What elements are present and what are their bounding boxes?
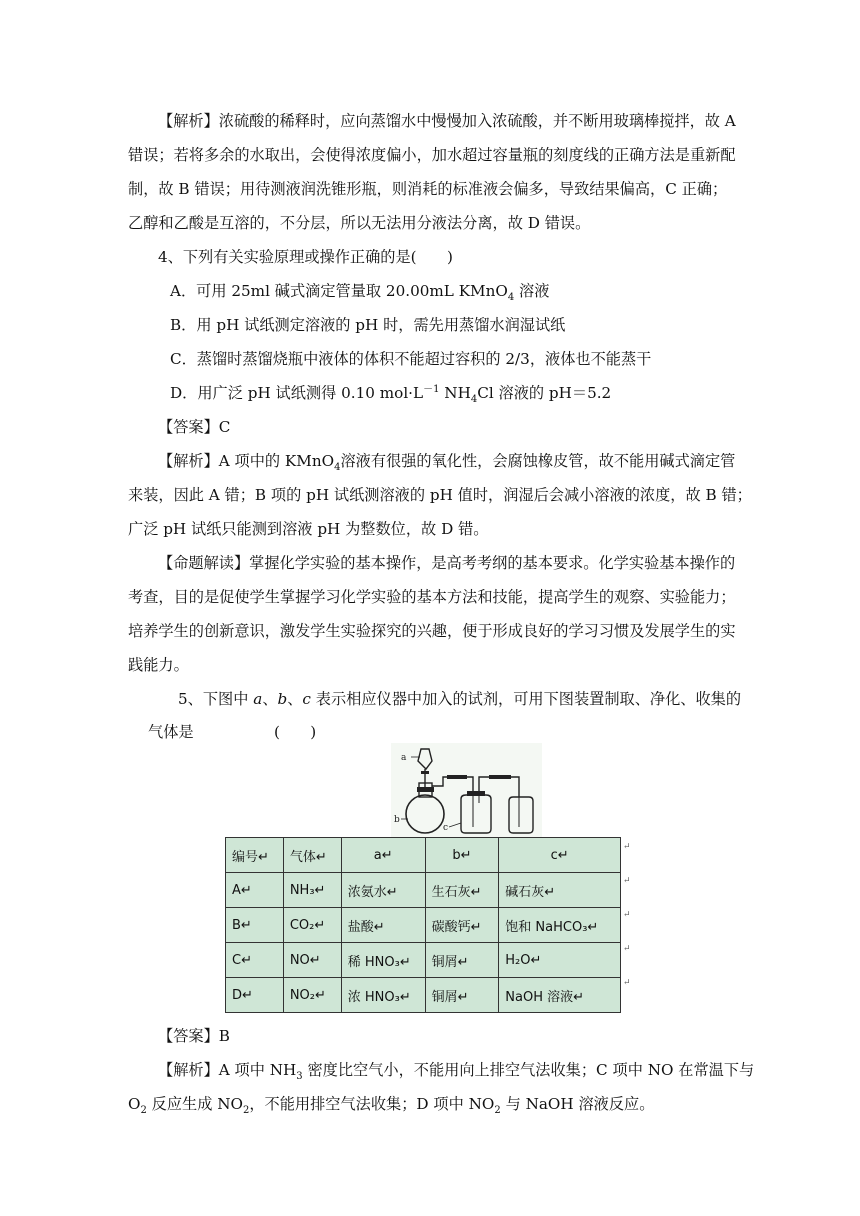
table-row-end-mark: ↵ <box>623 910 631 920</box>
table-cell: 饱和 NaHCO₃↵ <box>499 908 621 943</box>
question-4-option-c: C．蒸馏时蒸馏烧瓶中液体的体积不能超过容积的 2/3，液体也不能蒸干 <box>170 350 652 368</box>
table-cell: C↵ <box>226 943 284 978</box>
table-cell: 浓氨水↵ <box>341 873 425 908</box>
table-row <box>226 908 621 943</box>
table-cell: 铜屑↵ <box>425 978 499 1013</box>
rubber-joint-1 <box>447 775 467 779</box>
question-5-stem-line-2: 气体是 <box>148 723 194 741</box>
table-cell: H₂O↵ <box>499 943 621 978</box>
table-cell: NO₂↵ <box>283 978 341 1013</box>
table-cell: NO↵ <box>283 943 341 978</box>
table-cell: 碱石灰↵ <box>499 873 621 908</box>
table-row-end-mark: ↵ <box>623 944 631 954</box>
table-header-cell: 气体↵ <box>283 838 341 873</box>
question-5-stem: 5、下图中 a、b、c 表示相应仪器中加入的试剂，可用下图装置制取、净化、收集的 <box>178 690 742 708</box>
table-row <box>226 978 621 1013</box>
funnel-stopcock <box>421 771 429 774</box>
tube-1 <box>432 777 473 795</box>
table-cell: NH₃↵ <box>283 873 341 908</box>
question-4-analysis-line-3: 广泛 pH 试纸只能测到溶液 pH 为整数位，故 D 错。 <box>128 520 489 538</box>
question-5-analysis-line-2: $O_2$ 反应生成 $NO_2$，不能用排空气法收集；D 项中 $NO_2$ 与 NaOH 溶液反应。 <box>128 1095 655 1117</box>
question-4-option-b: B．用 pH 试纸测定溶液的 pH 时，需先用蒸馏水润湿试纸 <box>170 316 566 334</box>
wash-bottle-stopper <box>467 791 485 796</box>
question-5-paren: ( ) <box>274 723 317 741</box>
analysis-1-line-3: 制，故 B 错误；用待测液润洗锥形瓶，则消耗的标准液会偏多，导致结果偏高，C 正确； <box>128 180 728 198</box>
table-row-end-mark: ↵ <box>623 842 631 852</box>
rubber-joint-2 <box>489 775 511 779</box>
table-header-cell: a↵ <box>341 838 425 873</box>
table-cell: 浓 HNO₃↵ <box>341 978 425 1013</box>
analysis-1-line-4: 乙醇和乙酸是互溶的，不分层，所以无法用分液法分离，故 D 错误。 <box>128 214 591 232</box>
question-5-answer: 【答案】B <box>158 1027 230 1045</box>
label-c: c <box>443 823 449 833</box>
table-cell: 生石灰↵ <box>425 873 499 908</box>
table-row-end-mark: ↵ <box>623 876 631 886</box>
label-b: b <box>394 815 400 825</box>
interpretation-line-4: 践能力。 <box>128 656 189 674</box>
table-cell: 铜屑↵ <box>425 943 499 978</box>
analysis-1-line-1: 【解析】浓硫酸的稀释时，应向蒸馏水中慢慢加入浓硫酸，并不断用玻璃棒搅拌，故 A <box>158 112 736 130</box>
table-header-row <box>226 838 621 873</box>
flask-stopper <box>417 787 434 792</box>
question-4-answer: 【答案】C <box>158 418 231 436</box>
analysis-1-line-2: 错误；若将多余的水取出，会使得浓度偏小，加水超过容量瓶的刻度线的正确方法是重新配 <box>128 146 736 164</box>
table-header-cell: 编号↵ <box>226 838 284 873</box>
table-cell: 碳酸钙↵ <box>425 908 499 943</box>
apparatus-svg <box>391 743 542 837</box>
flask-body <box>406 795 444 833</box>
apparatus-diagram <box>391 743 542 837</box>
table-cell: D↵ <box>226 978 284 1013</box>
table-row-end-mark: ↵ <box>623 978 631 988</box>
question-4-analysis-line-2: 来装，因此 A 错；B 项的 pH 试纸测溶液的 pH 值时，润湿后会减小溶液的浓度，故 B 错； <box>128 486 752 504</box>
funnel-shape <box>418 749 432 769</box>
table-header-cell: b↵ <box>425 838 499 873</box>
label-c-leader <box>449 823 461 827</box>
interpretation-line-1: 【命题解读】掌握化学实验的基本操作，是高考考纲的基本要求。化学实验基本操作的 <box>158 554 736 572</box>
table-cell: A↵ <box>226 873 284 908</box>
interpretation-line-3: 培养学生的创新意识，激发学生实验探究的兴趣，便于形成良好的学习习惯及发展学生的实 <box>128 622 736 640</box>
collecting-bottle <box>509 797 533 833</box>
table-header-cell: c↵ <box>499 838 621 873</box>
label-a: a <box>401 753 407 763</box>
table-cell: 稀 HNO₃↵ <box>341 943 425 978</box>
question-4-stem: 4、下列有关实验原理或操作正确的是( ) <box>158 248 453 266</box>
reagent-table <box>225 837 621 1013</box>
question-4-analysis-line-1: 【解析】A 项中的 KMnO$_4$溶液有很强的氧化性，会腐蚀橡皮管，故不能用碱式滴定管 <box>158 452 736 474</box>
question-4-option-d: D．用广泛 pH 试纸测得 0.10 $mol\cdot L^{-1}$ $NH_4Cl$ 溶液的 pH＝5.2 <box>170 383 612 406</box>
analysis-label: 【解析】 <box>158 112 219 130</box>
table-row <box>226 873 621 908</box>
table-cell: B↵ <box>226 908 284 943</box>
table-row <box>226 943 621 978</box>
interpretation-line-2: 考查，目的是促使学生掌握学习化学实验的基本方法和技能，提高学生的观察、实验能力； <box>128 588 736 606</box>
wash-bottle <box>461 795 491 833</box>
table-cell: NaOH 溶液↵ <box>499 978 621 1013</box>
question-5-analysis-line-1: 【解析】A 项中 $NH_3$ 密度比空气小，不能用向上排空气法收集；C 项中 NO 在常温下与 <box>158 1061 755 1083</box>
table-cell: CO₂↵ <box>283 908 341 943</box>
question-4-option-a: A．可用 25ml 碱式滴定管量取 20.00mL KMnO$_4$ 溶液 <box>170 282 550 304</box>
table-cell: 盐酸↵ <box>341 908 425 943</box>
